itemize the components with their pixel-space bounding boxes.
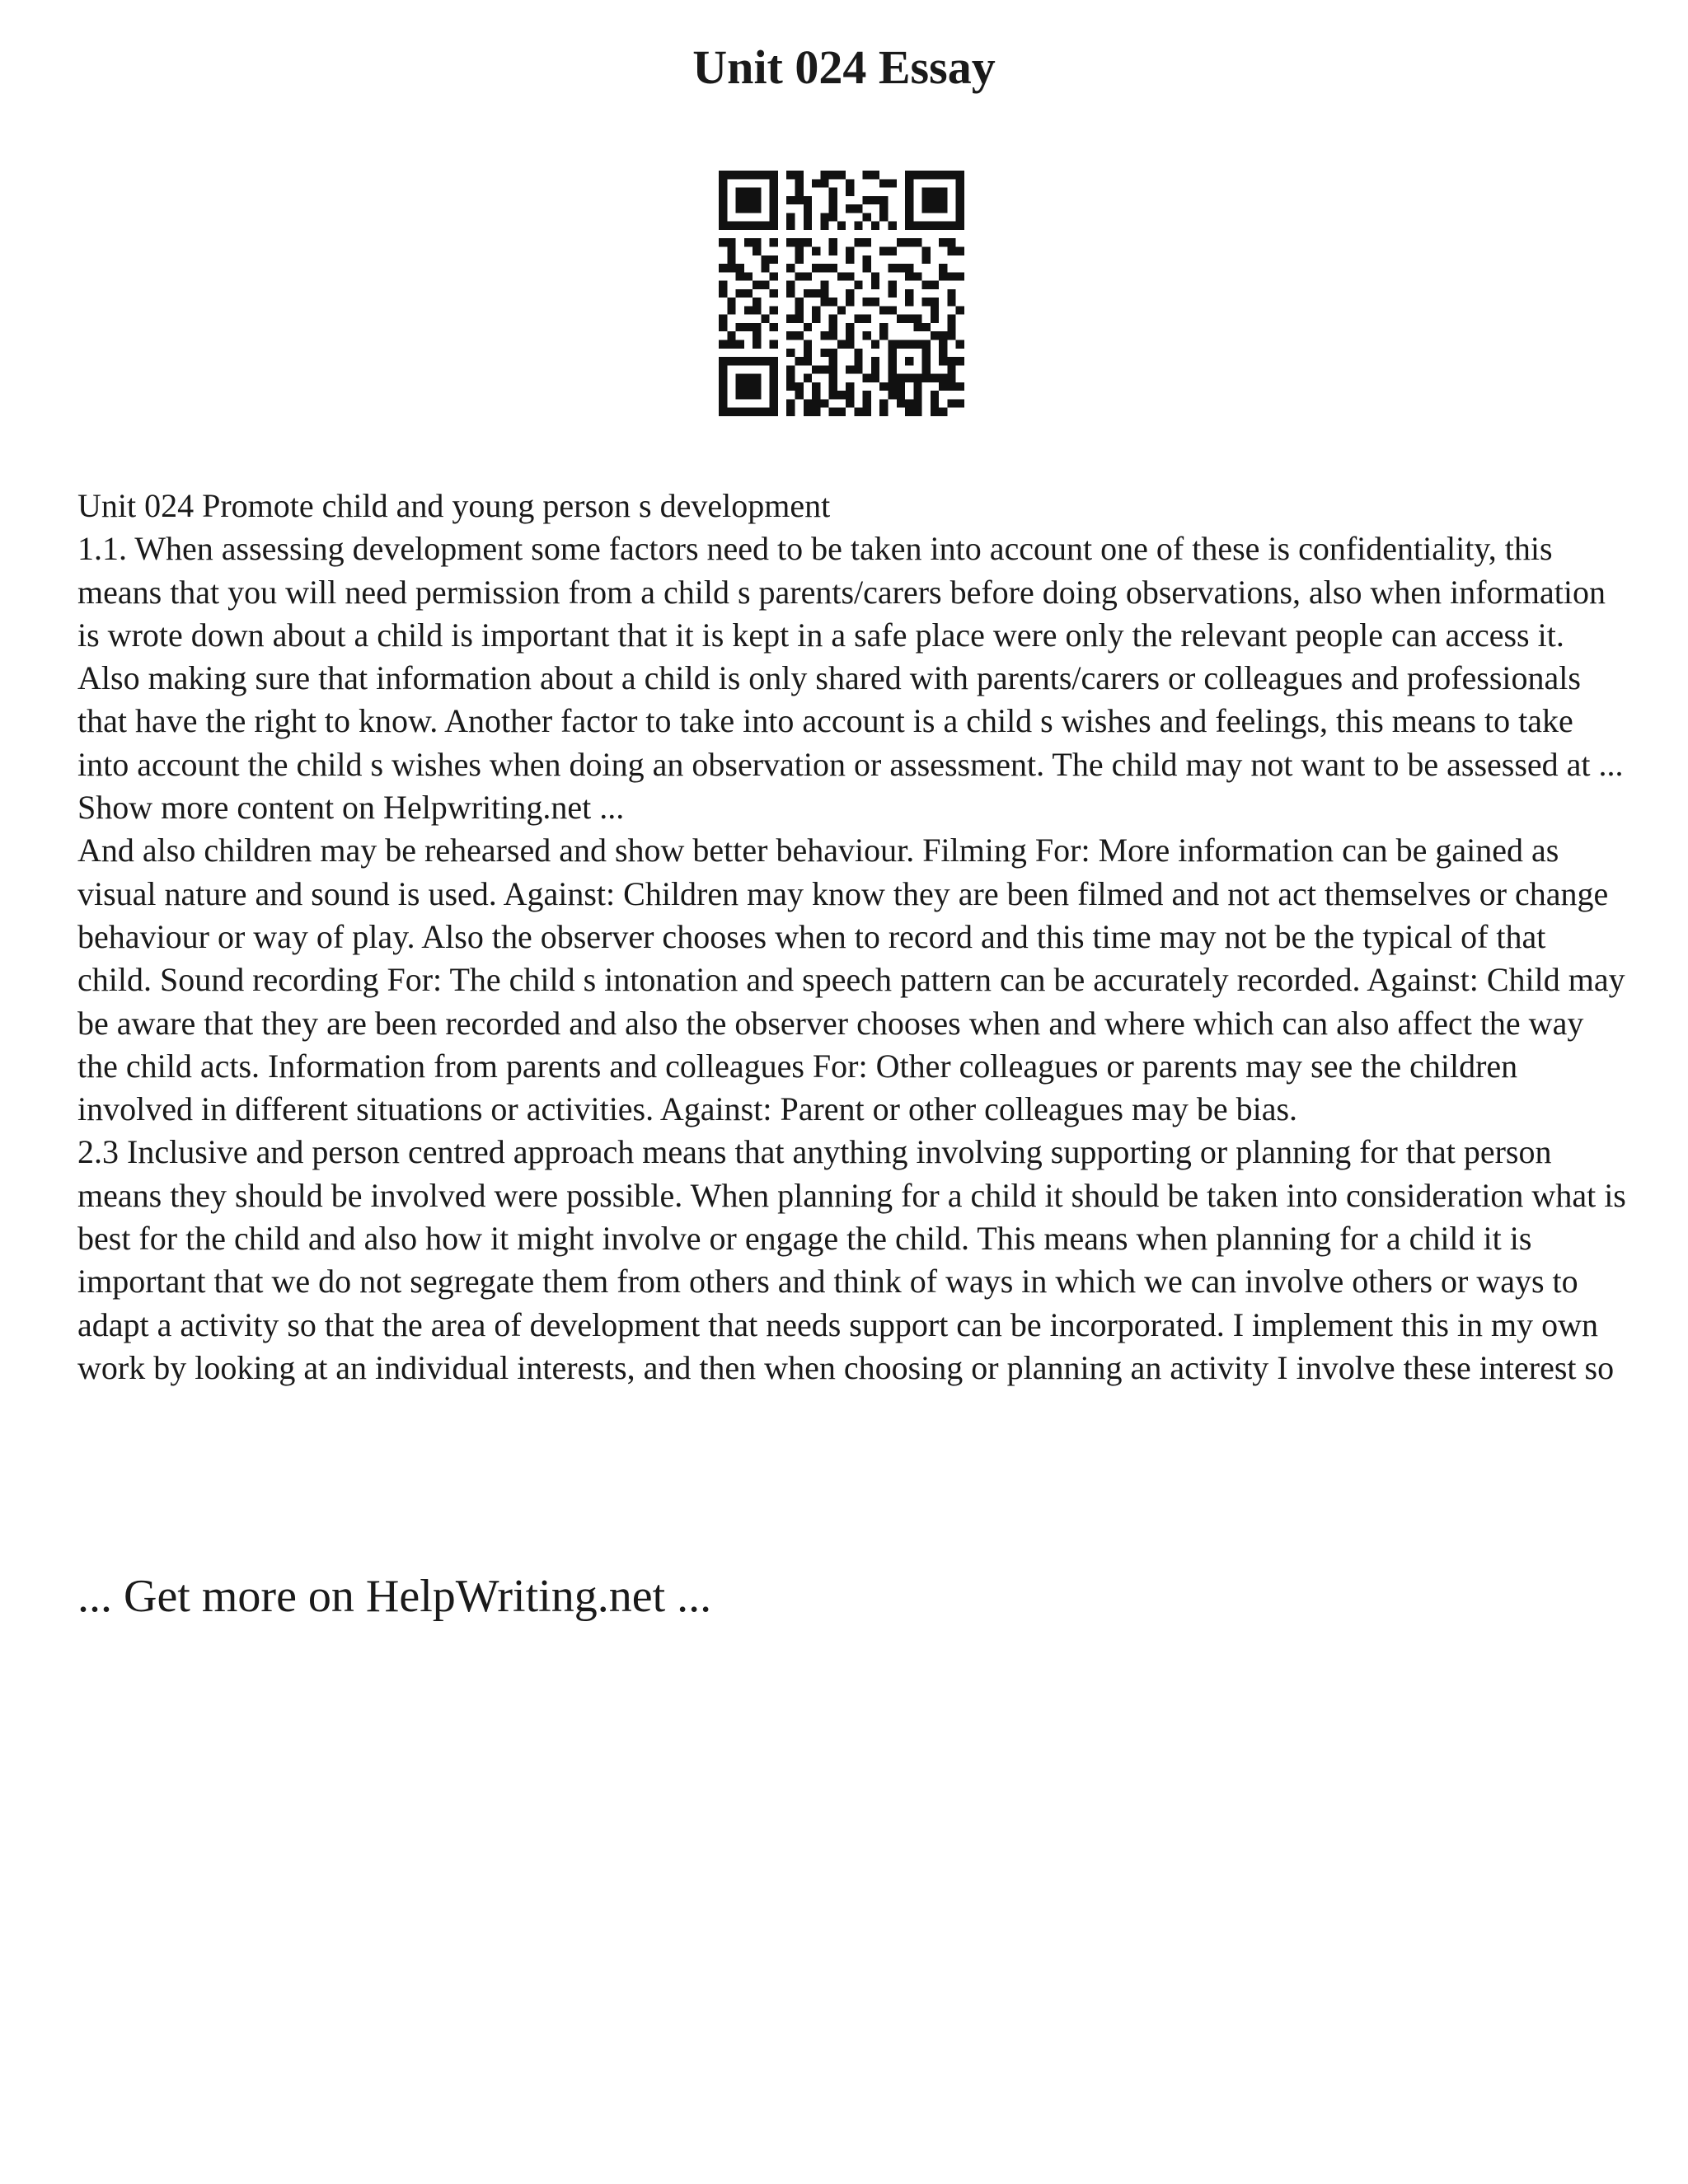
get-more-link[interactable]: ... Get more on HelpWriting.net ... bbox=[77, 1571, 712, 1622]
essay-paragraph: 2.3 Inclusive and person centred approach means that anything involving supporting or planning for that person means they should be involved were possible. When planning for a child it should be taken into consideration what is best for the child and also how it might involve or engage the child. This means when planning for a child it is important that we do not segregate them from others and think of ways in which we can involve others or ways to adapt a activity so that the area of development that needs support can be incorporated. I implement this in my own work by looking at an individual interests, and then when choosing or planning an activity I involve these interest so bbox=[77, 1133, 1626, 1386]
essay-heading-line: Unit 024 Promote child and young person s development bbox=[77, 487, 831, 524]
essay-paragraph: 1.1. When assessing development some factors need to be taken into account one of these is confidentiality, this means that you will need permission from a child s parents/carers before doing observations, also when information is wrote down about a child is important that it is kept in a safe place were only the relevant people can access it. Also making sure that information about a child is only shared with parents/carers or colleagues and professionals that have the right to know. Another factor to take into account is a child s wishes and feelings, this means to take into account the child s wishes when doing an observation or assessment. The child may not want to be assessed at ... Show more content on Helpwriting.net ... bbox=[77, 530, 1624, 827]
qr-code-icon bbox=[719, 171, 964, 416]
document-title: Unit 024 Essay bbox=[692, 40, 996, 94]
essay-body bbox=[77, 485, 1627, 1390]
essay-paragraph: And also children may be rehearsed and show better behaviour. Filming For: More information can be gained as visual nature and sound is used. Against: Children may know they are been filmed and not act themselves or change behaviour or way of play. Also the observer chooses when to record and this time may not be the typical of that child. Sound recording For: The child s intonation and speech pattern can be accurately recorded. Against: Child may be aware that they are been recorded and also the observer chooses when and where which can also affect the way the child acts. Information from parents and colleagues For: Other colleagues or parents may see the children involved in different situations or activities. Against: Parent or other colleagues may be bias. bbox=[77, 832, 1625, 1128]
